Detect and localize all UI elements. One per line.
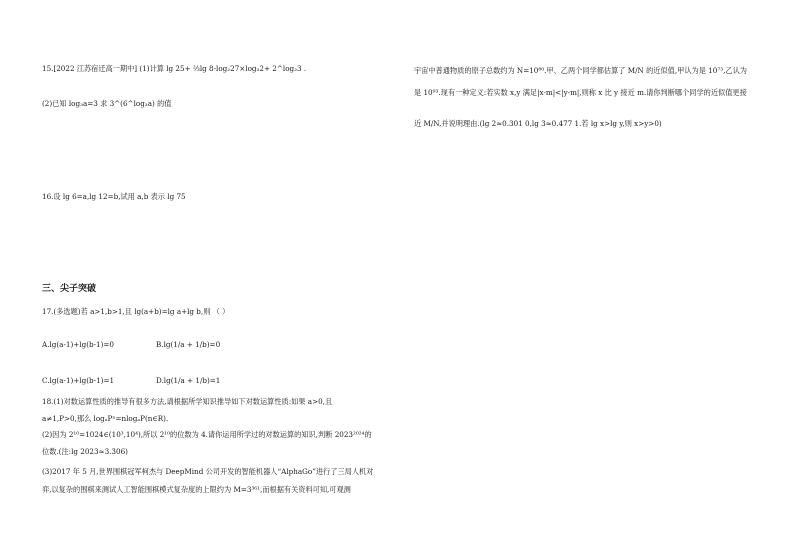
question-18-line-3: (2)因为 2¹⁰=1024∈(10³,10⁴),所以 2¹⁰的位数为 4.请你运用所学过的对数运算的知识,判断 2023²⁰²⁴的 [42, 430, 372, 439]
question-18-line-5: (3)2017 年 5 月,世界围棋冠军柯杰与 DeepMind 公司开发的智能机器人“AlphaGo”进行了三局人机对 [42, 467, 374, 476]
question-18-continued-line-2: 是 10⁹³.现有一种定义:若实数 x,y 满足|x-m|<|y-m|,则称 x 比 y 接近 m.请你判断哪个同学的近似值更接 [414, 88, 747, 97]
question-17-option-d: D.lg(1/a + 1/b)=1 [156, 376, 221, 385]
question-18-line-1: 18.(1)对数运算性质的推导有很多方法,请根据所学知识推导如下对数运算性质:如果 a>0,且 [42, 397, 333, 406]
question-17-option-b: B.lg(1/a + 1/b)=0 [156, 340, 221, 349]
question-18-line-4: 位数.(注:lg 2023≈3.306) [42, 447, 128, 456]
question-17: 17.(多选题)若 a>1,b>1,且 lg(a+b)=lg a+lg b,则 （ ） [42, 307, 230, 316]
question-18-continued-line-3: 近 M/N,并说明理由.(lg 2≈0.301 0,lg 3≈0.477 1.若 lg x>lg y,则 x>y>0) [414, 119, 662, 128]
question-18-line-2: a≠1,P>0,那么 logₐPⁿ=nlogₐP(n∈R). [42, 414, 169, 423]
question-18-line-6: 弈,以复杂的围棋来测试人工智能围棋模式复杂度的上限约为 M=3³⁶¹,而根据有关资料可知,可观测 [42, 485, 351, 494]
question-17-option-a: A.lg(a-1)+lg(b-1)=0 [42, 340, 114, 349]
question-16: 16.设 lg 6=a,lg 12=b,试用 a,b 表示 lg 75 [42, 192, 186, 201]
question-17-option-c: C.lg(a-1)+lg(b-1)=1 [42, 376, 115, 385]
question-15-part-1: 15.[2022 江苏宿迁高一期中] (1)计算 lg 25+ ⅔lg 8-log₂27×log₃2+ 2^log₂3 . [42, 64, 307, 73]
question-15-part-2: (2)已知 log₃a=3 求 3^(6^log₃a) 的值 [42, 99, 172, 108]
section-heading: 三、尖子突破 [42, 284, 97, 294]
question-18-continued-line-1: 宇宙中普通物质的原子总数约为 N=10⁸⁰.甲、乙两个同学都估算了 M/N 的近似值,甲认为是 10⁷³,乙认为 [414, 66, 747, 75]
